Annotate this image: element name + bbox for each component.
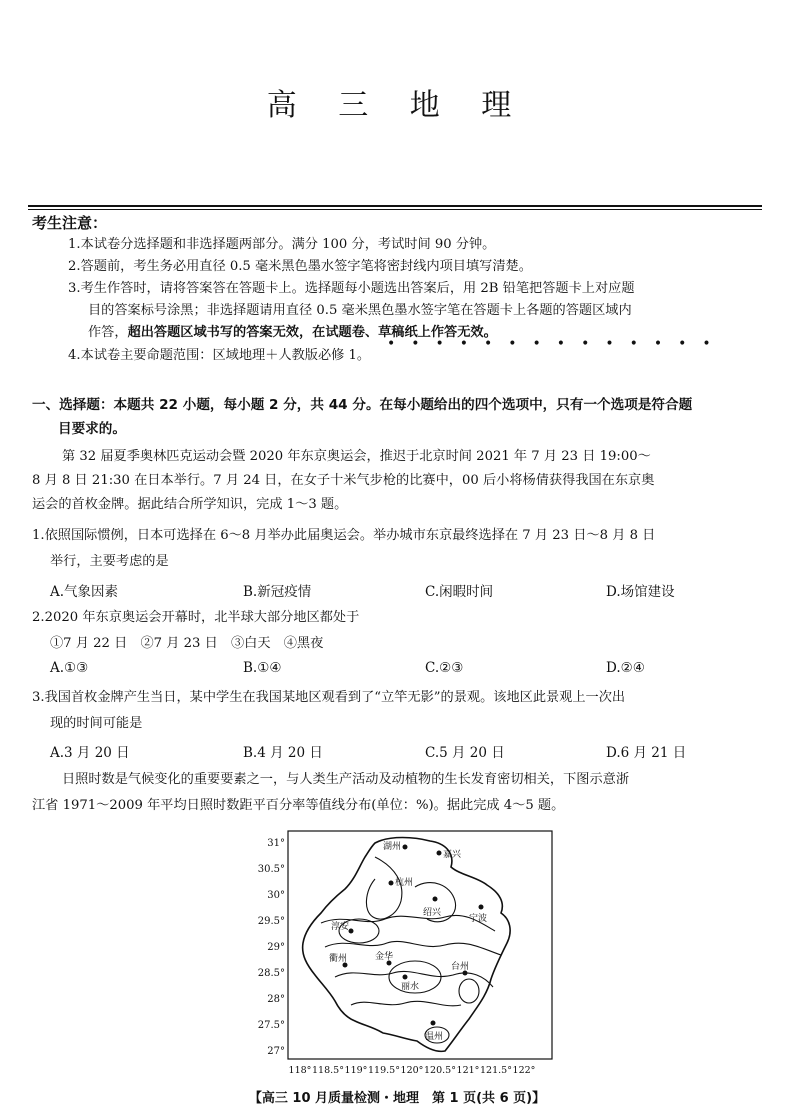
city-label: 湖州 bbox=[383, 842, 402, 852]
emphasis-dots: •••••••••••••• bbox=[387, 336, 727, 352]
q2-option-b: B.①④ bbox=[243, 660, 282, 676]
lat-label: 27° bbox=[267, 1046, 285, 1057]
section-heading: 目要求的。 bbox=[58, 421, 126, 437]
passage-line: 运会的首枚金牌。据此结合所学知识，完成 1～3 题。 bbox=[32, 497, 348, 512]
lat-label: 30.5° bbox=[257, 864, 285, 875]
lon-label: 118.5° bbox=[312, 1065, 344, 1076]
page-title: 高 三 地 理 bbox=[266, 88, 528, 123]
passage-line: 江省 1971～2009 年平均日照时数距平百分率等值线分布(单位：%)。据此完成 4～5 题。 bbox=[32, 798, 565, 813]
city-label: 杭州 bbox=[395, 878, 414, 888]
q2-option-d: D.②④ bbox=[606, 660, 645, 676]
city-label: 绍兴 bbox=[423, 908, 442, 918]
city-label: 衢州 bbox=[329, 954, 348, 964]
q3-option-a: A.3 月 20 日 bbox=[50, 745, 130, 761]
q3-option-c: C.5 月 20 日 bbox=[425, 745, 505, 761]
notice-item: 目的答案标号涂黑；非选择题请用直径 0.5 毫米黑色墨水签字笔在答题卡上各题的答题区域内 bbox=[88, 303, 632, 318]
city-label: 丽水 bbox=[401, 982, 420, 992]
notice-item: 3.考生作答时，请将答案答在答题卡上。选择题每小题选出答案后，用 2B 铅笔把答题卡上对应题 bbox=[68, 281, 635, 296]
divider bbox=[28, 209, 762, 210]
q2-option-a: A.①③ bbox=[50, 660, 89, 676]
q3-option-d: D.6 月 21 日 bbox=[606, 745, 687, 761]
city-label: 嘉兴 bbox=[443, 850, 462, 860]
notice-item: 2.答题前，考生务必用直径 0.5 毫米黑色墨水签字笔将密封线内项目填写清楚。 bbox=[68, 259, 532, 274]
isoline bbox=[325, 941, 501, 955]
q1-option-c: C.闲暇时间 bbox=[425, 584, 494, 600]
isoline bbox=[459, 979, 479, 1003]
city-dot bbox=[349, 929, 354, 934]
isoline bbox=[351, 1001, 461, 1006]
city-dot bbox=[431, 1021, 436, 1026]
q2-choices: ①7 月 22 日 ②7 月 23 日 ③白天 ④黑夜 bbox=[50, 636, 324, 651]
notice-item: 4.本试卷主要命题范围：区域地理＋人教版必修 1。 bbox=[68, 348, 371, 363]
passage-line: 日照时数是气候变化的重要要素之一，与人类生产活动及动植物的生长发育密切相关，下图示意浙 bbox=[62, 772, 630, 787]
city-dot bbox=[433, 897, 438, 902]
passage-line: 第 32 届夏季奥林匹克运动会暨 2020 年东京奥运会，推迟于北京时间 2021 年 7 月 23 日 19:00～ bbox=[62, 449, 651, 464]
notice-item: 1.本试卷分选择题和非选择题两部分。满分 100 分，考试时间 90 分钟。 bbox=[68, 237, 496, 252]
q3-option-b: B.4 月 20 日 bbox=[243, 745, 323, 761]
lat-label: 28° bbox=[267, 994, 285, 1005]
city-label: 金华 bbox=[375, 952, 394, 962]
lon-label: 121.5° bbox=[480, 1065, 512, 1076]
city-dot bbox=[479, 905, 484, 910]
zhejiang-sunshine-map bbox=[255, 827, 555, 1079]
isoline bbox=[366, 857, 401, 919]
lon-label: 122° bbox=[512, 1065, 536, 1076]
lon-label: 121° bbox=[456, 1065, 480, 1076]
city-label: 温州 bbox=[425, 1032, 444, 1042]
notice-heading: 考生注意： bbox=[32, 214, 108, 232]
city-label: 台州 bbox=[451, 962, 470, 972]
q2-option-c: C.②③ bbox=[425, 660, 464, 676]
city-dot bbox=[437, 851, 442, 856]
question-3-cont: 现的时间可能是 bbox=[50, 716, 143, 731]
lat-label: 29.5° bbox=[257, 916, 285, 927]
notice-emphasis: 超出答题区域书写的答案无效，在试题卷、草稿纸上作答无效。 bbox=[127, 325, 497, 340]
lon-label: 119° bbox=[344, 1065, 368, 1076]
question-3: 3.我国首枚金牌产生当日，某中学生在我国某地区观看到了“立竿无影”的景观。该地区此景观上一次出 bbox=[32, 690, 626, 705]
question-1-cont: 举行，主要考虑的是 bbox=[50, 554, 169, 569]
lon-label: 120° bbox=[400, 1065, 424, 1076]
lat-label: 27.5° bbox=[257, 1020, 285, 1031]
question-1: 1.依照国际惯例，日本可选择在 6～8 月举办此届奥运会。举办城市东京最终选择在 7 月 23 日～8 月 8 日 bbox=[32, 528, 656, 543]
section-heading: 一、选择题：本题共 22 小题，每小题 2 分，共 44 分。在每小题给出的四个选项中，只有一个选项是符合题 bbox=[32, 397, 693, 413]
lon-label: 119.5° bbox=[368, 1065, 400, 1076]
city-label: 宁波 bbox=[469, 914, 488, 924]
q1-option-b: B.新冠疫情 bbox=[243, 584, 312, 600]
lon-label: 120.5° bbox=[424, 1065, 456, 1076]
lat-label: 29° bbox=[267, 942, 285, 953]
q1-option-d: D.场馆建设 bbox=[606, 584, 675, 600]
city-dot bbox=[389, 881, 394, 886]
divider bbox=[28, 205, 762, 207]
lat-label: 31° bbox=[267, 838, 285, 849]
lat-label: 30° bbox=[267, 890, 285, 901]
city-dot bbox=[403, 975, 408, 980]
lat-label: 28.5° bbox=[257, 968, 285, 979]
page-footer: 【高三 10 月质量检测・地理 第 1 页(共 6 页)】 bbox=[248, 1091, 546, 1106]
question-2: 2.2020 年东京奥运会开幕时，北半球大部分地区都处于 bbox=[32, 610, 360, 625]
notice-text: 作答， bbox=[88, 325, 128, 340]
city-dot bbox=[403, 845, 408, 850]
city-label: 淳安 bbox=[331, 922, 350, 932]
lon-label: 118° bbox=[288, 1065, 312, 1076]
passage-line: 8 月 8 日 21:30 在日本举行。7 月 24 日，在女子十米气步枪的比赛中，00 后小将杨倩获得我国在东京奥 bbox=[32, 473, 655, 488]
q1-option-a: A.气象因素 bbox=[50, 584, 119, 600]
